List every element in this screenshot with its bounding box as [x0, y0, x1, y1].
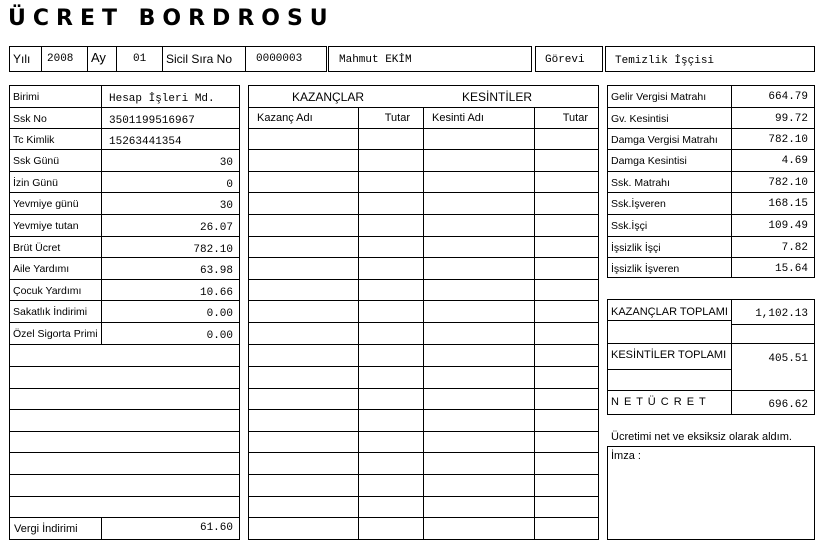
row-divider	[248, 388, 599, 389]
sicil-value: 0000003	[256, 53, 303, 65]
row-divider	[248, 409, 599, 410]
left-label: Tc Kimlik	[13, 134, 55, 146]
row-divider	[248, 517, 599, 518]
left-label: Aile Yardımı	[13, 263, 70, 275]
row-divider	[9, 366, 240, 367]
left-value: 0.00	[206, 330, 233, 342]
row-divider	[248, 431, 599, 432]
right-value: 782.10	[768, 134, 808, 146]
right-value: 168.15	[768, 198, 808, 210]
left-value: 3501199516967	[109, 115, 195, 127]
net-ucret-label: N E T Ü C R E T	[611, 396, 707, 408]
left-label: Çocuk Yardımı	[13, 285, 82, 297]
left-label: Yevmiye tutan	[13, 220, 79, 232]
receipt-statement: Ücretimi net ve eksiksiz olarak aldım.	[611, 431, 792, 443]
left-value: 0	[226, 179, 233, 191]
right-label: Gv. Kesintisi	[611, 113, 669, 125]
col-tutar-2: Tutar	[562, 112, 588, 124]
row-divider	[248, 474, 599, 475]
row-divider	[9, 344, 240, 345]
kesintiler-toplami-label: KESİNTİLER TOPLAMI	[611, 349, 727, 361]
left-value: Hesap İşleri Md.	[109, 93, 215, 105]
row-divider	[248, 128, 599, 129]
right-label: İşsizlik İşçi	[611, 242, 661, 254]
col-tutar-1: Tutar	[384, 112, 410, 124]
row-divider	[607, 149, 815, 150]
row-divider	[9, 236, 240, 237]
left-label: Yevmiye günü	[13, 198, 79, 210]
month-label: Ay	[91, 50, 106, 65]
month-value: 01	[133, 53, 147, 65]
vergi-indirimi-value: 61.60	[199, 522, 233, 534]
employee-name: Mahmut EKİM	[339, 54, 412, 66]
kesintiler-header: KESİNTİLER	[462, 90, 533, 104]
net-ucret-value: 696.62	[768, 399, 808, 411]
right-value: 99.72	[774, 113, 808, 125]
left-value: 10.66	[199, 287, 233, 299]
page-title: ÜCRET BORDROSU	[8, 6, 335, 31]
left-label: İzin Günü	[13, 177, 58, 189]
row-divider	[9, 517, 240, 518]
right-label: İşsizlik İşveren	[611, 263, 680, 275]
row-divider	[9, 128, 240, 129]
left-value: 0.00	[206, 308, 233, 320]
right-label: Ssk.İşveren	[611, 198, 666, 210]
right-value: 664.79	[768, 91, 808, 103]
row-divider	[248, 452, 599, 453]
row-divider	[9, 149, 240, 150]
left-value: 30	[219, 200, 233, 212]
row-divider	[248, 344, 599, 345]
kazanclar-header: KAZANÇLAR	[292, 90, 365, 104]
year-label: Yılı	[13, 52, 31, 66]
left-value: 26.07	[199, 222, 233, 234]
role-value: Temizlik İşçisi	[615, 55, 715, 67]
left-value: 63.98	[199, 265, 233, 277]
row-divider	[9, 409, 240, 410]
row-divider	[9, 388, 240, 389]
left-value: 782.10	[193, 244, 233, 256]
row-divider	[9, 171, 240, 172]
right-label: Gelir Vergisi Matrahı	[611, 91, 707, 103]
row-divider	[9, 192, 240, 193]
row-divider	[607, 214, 815, 215]
left-label: Sakatlık İndirimi	[13, 306, 88, 318]
row-divider	[9, 214, 240, 215]
left-value: 30	[219, 157, 233, 169]
row-divider	[9, 300, 240, 301]
left-value: 15263441354	[109, 136, 182, 148]
year-value: 2008	[47, 53, 74, 65]
left-label: Birimi	[13, 91, 40, 103]
right-label: Damga Vergisi Matrahı	[611, 134, 718, 146]
row-divider	[248, 171, 599, 172]
right-value: 15.64	[774, 263, 808, 275]
row-divider	[607, 192, 815, 193]
row-divider	[248, 149, 599, 150]
row-divider	[9, 322, 240, 323]
right-value: 4.69	[781, 155, 808, 167]
row-divider	[607, 128, 815, 129]
row-divider	[9, 279, 240, 280]
right-value: 7.82	[781, 242, 808, 254]
row-divider	[607, 257, 815, 258]
right-label: Ssk.İşçi	[611, 220, 648, 232]
row-divider	[607, 107, 815, 108]
row-divider	[607, 171, 815, 172]
row-divider	[9, 496, 240, 497]
row-divider	[248, 496, 599, 497]
row-divider	[248, 300, 599, 301]
row-divider	[248, 192, 599, 193]
sicil-label: Sicil Sıra No	[166, 52, 233, 66]
left-label: Özel Sigorta Primi	[13, 328, 98, 340]
vergi-indirimi-label: Vergi İndirimi	[14, 523, 78, 535]
row-divider	[248, 236, 599, 237]
row-divider	[9, 431, 240, 432]
row-divider	[607, 236, 815, 237]
right-label: Damga Kesintisi	[611, 155, 687, 167]
role-label: Görevi	[545, 54, 585, 66]
kazanclar-toplami-label: KAZANÇLAR TOPLAMI	[611, 306, 728, 318]
right-label: Ssk. Matrahı	[611, 177, 670, 189]
left-label: Ssk Günü	[13, 155, 60, 167]
row-divider	[9, 474, 240, 475]
row-divider	[9, 107, 240, 108]
row-divider	[9, 257, 240, 258]
right-value: 782.10	[768, 177, 808, 189]
row-divider	[248, 322, 599, 323]
kesintiler-toplami-value: 405.51	[768, 353, 808, 365]
row-divider	[248, 279, 599, 280]
left-label: Ssk No	[13, 113, 47, 125]
imza-label: İmza :	[611, 450, 641, 462]
right-value: 109.49	[768, 220, 808, 232]
col-kazanc-adi: Kazanç Adı	[257, 112, 313, 124]
col-kesinti-adi: Kesinti Adı	[432, 112, 484, 124]
row-divider	[248, 257, 599, 258]
kazanclar-toplami-value: 1,102.13	[755, 308, 808, 320]
row-divider	[9, 452, 240, 453]
left-label: Brüt Ücret	[13, 242, 61, 254]
row-divider	[248, 214, 599, 215]
row-divider	[248, 366, 599, 367]
